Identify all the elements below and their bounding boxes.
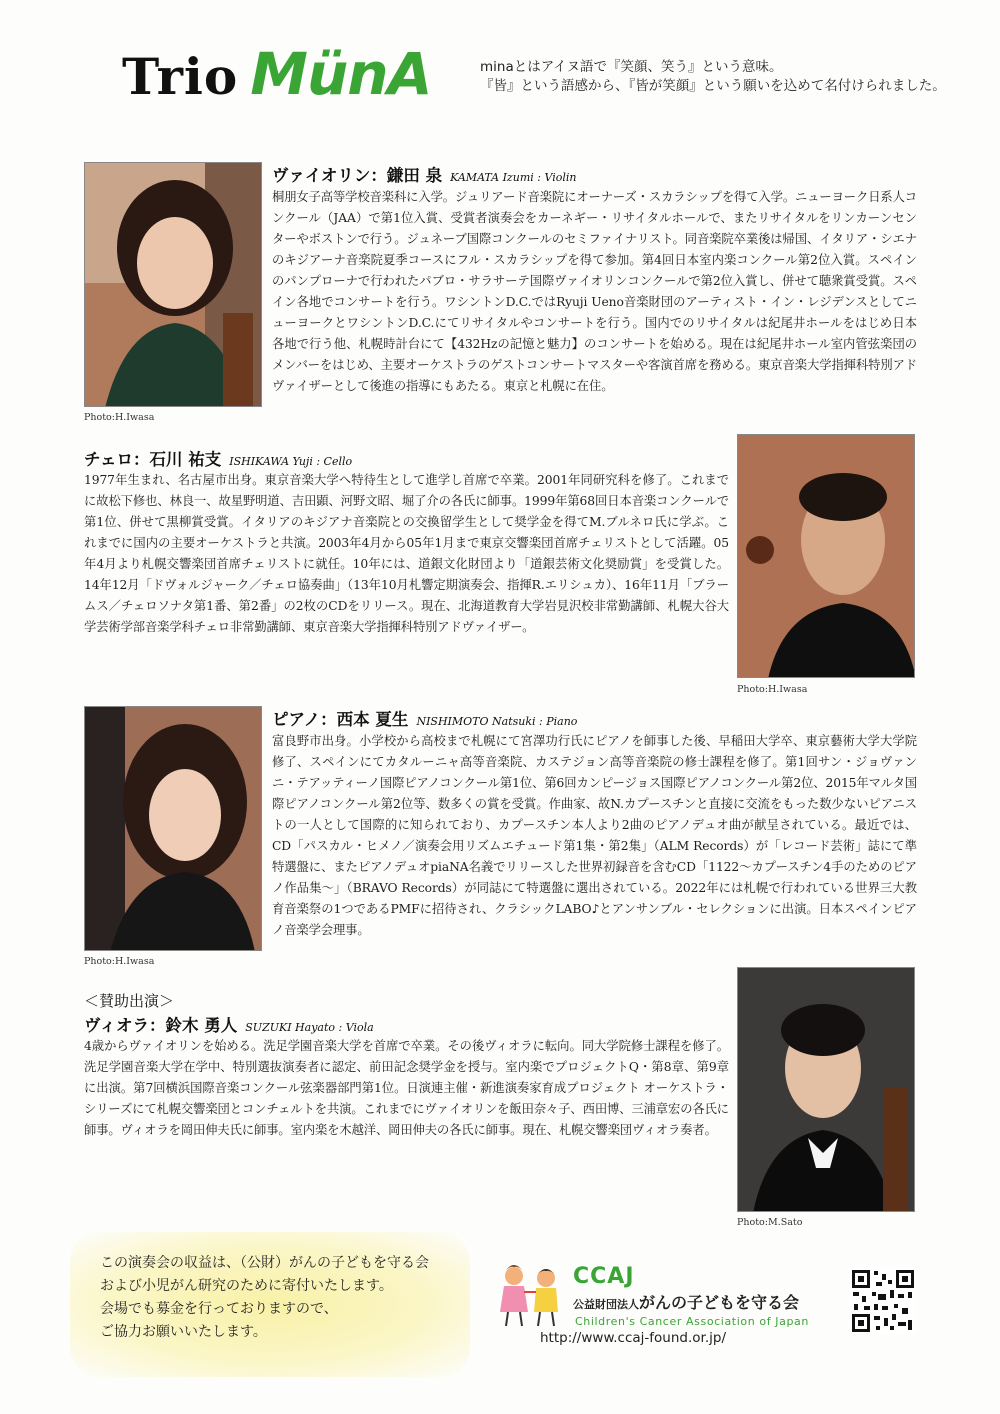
logo-mina-text: MünA (250, 40, 432, 108)
trio-mina-logo (122, 40, 431, 110)
cello-heading (84, 446, 352, 470)
viola-heading-roman: SUZUKI Hayato : Viola (245, 1021, 374, 1034)
cello-heading-roman: ISHIKAWA Yuji : Cello (229, 455, 353, 468)
piano-bio: 富良野市出身。小学校から高校まで札幌にて宮澤功行氏にピアノを師事した後、早稲田大学卒、東京藝術大学大学院修了、スペインにてカタルーニャ高等音楽院、カステジョン高等音楽院の修士課程を修了。第1回サン・ジョヴァンニ・テアッティーノ国際ピアノコンクール第1位、第6回カンピージョス国際ピアノコンクール第2位、2015年マルタ国際ピアノコンクール第2位等、数多くの賞を受賞。作曲家、故N.カプースチンと直接に交流をもった数少ないピアニストの一人として国際的に知られており、カプースチン本人より2曲のピアノデュオ曲が献呈されている。最近では、CD「パスカル・ヒメノ／演奏会用リズムエチュード第1集・第2集」（ALM Records）が「レコード芸術」誌にて準特選盤に、またピアノデュオpiaNA名義でリリースした世界初録音を含むCD「1122〜カプースチン4手のためのピアノ作品集〜」（BRAVO Records）が同誌にて特選盤に選出されている。2022年には札幌で行われている世界三大教育音楽祭の1つであるPMFに招待され、クラシックLABO♪とアンサンブル・セレクションに出演。日本スペインピアノ音楽学会理事。 (272, 734, 917, 937)
violinist-photo (84, 162, 262, 407)
donation-line-1: この演奏会の収益は、（公財）がんの子どもを守る会 (100, 1255, 429, 1271)
ccaj-org-prefix: 公益財団法人 (573, 1298, 639, 1311)
donation-line-2: および小児がん研究のために寄付いたします。 (100, 1278, 393, 1294)
viola-bio: 4歳からヴァイオリンを始める。洗足学園音楽大学を首席で卒業。その後ヴィオラに転向。同大学院修士課程を修了。洗足学園音楽大学在学中、特別選抜演奏者に認定、前田記念奨学金を授与。室内楽でプロジェクトQ・第8章、第9章に出演。第7回横浜国際音楽コンクール弦楽器部門第1位。日演連主催・新進演奏家育成プロジェクト オーケストラ・シリーズにて札幌交響楽団とコンチェルトを共演。これまでにヴァイオリンを飯田奈々子、西田博、三浦章宏の各氏に師事。ヴィオラを岡田伸夫氏に師事。室内楽を木越洋、岡田伸夫の各氏に師事。現在、札幌交響楽団ヴィオラ奏者。 (84, 1039, 729, 1137)
ccaj-org-name (573, 1290, 799, 1313)
tagline-line-1: minaとはアイヌ語で『笑顔、笑う』という意味。 (480, 59, 783, 75)
donation-text (100, 1252, 429, 1344)
viola-heading (84, 1012, 374, 1036)
tagline-line-2: 『皆』という語感から、『皆が笑顔』という願いを込めて名付けられました。 (480, 78, 946, 94)
cellist-photo (737, 434, 915, 678)
viola-photo-credit: Photo:M.Sato (737, 1217, 803, 1228)
violin-photo-credit: Photo:H.Iwasa (84, 412, 155, 423)
piano-photo-credit: Photo:H.Iwasa (84, 956, 155, 967)
ccaj-mascot-icon (492, 1262, 570, 1330)
ccaj-title: CCAJ (573, 1264, 635, 1289)
piano-heading (272, 706, 577, 730)
guest-performer-label: ＜賛助出演＞ (84, 992, 175, 1010)
piano-heading-name: ピアノ：西本 夏生 (272, 710, 409, 729)
violin-heading (272, 162, 576, 186)
pianist-photo (84, 706, 262, 951)
qr-code-icon[interactable] (850, 1268, 916, 1334)
donation-notice (70, 1232, 470, 1377)
cello-heading-name: チェロ：石川 祐支 (84, 450, 222, 469)
cello-bio: 1977年生まれ、名古屋市出身。東京音楽大学へ特待生として進学し首席で卒業。2001年同研究科を修了。これまでに故松下修也、林良一、故星野明道、吉田顕、河野文昭、堀了介の各氏に師事。1999年第68回日本音楽コンクールで第1位、併せて黒柳賞受賞。イタリアのキジアナ音楽院との交換留学生として奨学金を得てM.ブルネロ氏に学ぶ。これまでに国内の主要オーケストラと共演。2003年4月から05年1月まで東京交響楽団首席チェリストとして活躍。05年4月より札幌交響楽団首席チェリストに就任。10年には、道銀文化財団より「道銀芸術文化奨励賞」を受賞した。14年12月「ドヴォルジャーク／チェロ協奏曲」（13年10月札響定期演奏会、指揮R.エリシュカ）、16年11月「ブラームス／チェロソナタ第1番、第2番」の2枚のCDをリリース。現在、北海道教育大学岩見沢校非常勤講師、札幌大谷大学芸術学部音楽学科チェロ非常勤講師、東京音楽大学指揮科特別アドヴァイザー。 (84, 473, 729, 634)
piano-heading-roman: NISHIMOTO Natsuki : Piano (416, 715, 578, 728)
donation-line-4: ご協力お願いいたします。 (100, 1324, 267, 1340)
violin-bio: 桐朋女子高等学校音楽科に入学。ジュリアード音楽院にオーナーズ・スカラシップを得て入学。ニューヨーク日系人コンクール（JAA）で第1位入賞、受賞者演奏会をカーネギー・リサイタルホールで、またリサイタルをリンカーンセンターやボストンで行う。ジュネーブ国際コンクールのセミファイナリスト。同音楽院卒業後は帰国、イタリア・シエナのキジアーナ音楽院夏季コースにフル・スカラシップを得て参加。第4回日本室内楽コンクール第2位入賞。スペインのパンプローナで行われたパブロ・サラサーテ国際ヴァイオリンコンクールで第2位入賞し、併せて聴衆賞受賞。スペイン各地でコンサートを行う。ワシントンD.C.ではRyuji Ueno音楽財団のアーティスト・イン・レジデンスとしてニューヨークとワシントンD.C.にてリサイタルやコンサートを行う。国内でのリサイタルは紀尾井ホールをはじめ日本各地で行う他、札幌時計台にて【432Hzの記憶と魅力】のコンサートを始める。現在は紀尾井ホール室内管弦楽団のメンバーをはじめ、主要オーケストラのゲストコンサートマスターや客演首席を務める。東京音楽大学指揮科特別アドヴァイザーとして後進の指導にもあたる。東京と札幌に在住。 (272, 190, 917, 393)
ccaj-english-name: Children's Cancer Association of Japan (575, 1315, 809, 1328)
ccaj-url[interactable]: http://www.ccaj-found.or.jp/ (540, 1330, 726, 1346)
ccaj-org-main: がんの子どもを守る会 (639, 1293, 800, 1312)
violin-heading-roman: KAMATA Izumi : Violin (450, 171, 577, 184)
logo-trio-text: Trio (122, 47, 239, 106)
tagline (480, 58, 960, 96)
viola-heading-name: ヴィオラ：鈴木 勇人 (84, 1016, 238, 1035)
cello-photo-credit: Photo:H.Iwasa (737, 684, 808, 695)
violist-photo (737, 967, 915, 1212)
violin-heading-name: ヴァイオリン：鎌田 泉 (272, 166, 443, 185)
donation-line-3: 会場でも募金を行っておりますので、 (100, 1301, 338, 1317)
